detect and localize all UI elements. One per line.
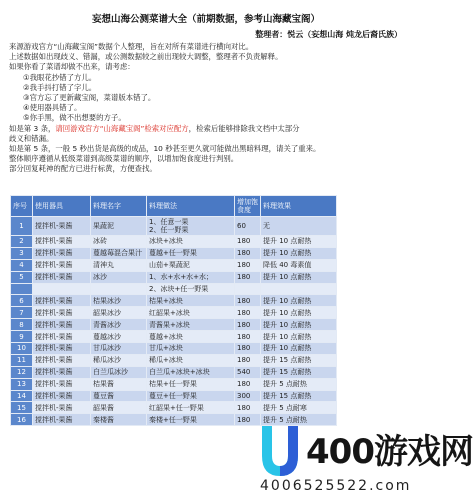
table-cell: 稀瓜冰沙 (91, 354, 147, 366)
table-cell: 180 (235, 259, 261, 271)
table-cell: 1、水+水+水+水； (147, 271, 235, 283)
table-cell: 提升 10 点耐热 (261, 331, 337, 343)
u-shaped-logo-icon (258, 422, 302, 478)
table-cell: 甘瓜冰沙 (91, 343, 147, 355)
note-3-prefix: 如是第 3 条， (9, 123, 56, 133)
table-cell: 山茄+栗蔬泥 (147, 259, 235, 271)
table-cell: 提升 10 点耐热 (261, 343, 337, 355)
table-cell: 桔果酱 (91, 378, 147, 390)
table-row (11, 343, 337, 355)
reason-item: ③官方忘了更新藏宝阁，菜谱版本错了。 (23, 93, 156, 103)
table-cell: 180 (235, 295, 261, 307)
table-row (11, 366, 337, 378)
table-cell: 提升 15 点耐热 (261, 354, 337, 366)
table-cell: 无 (261, 217, 337, 236)
table-cell: 搅拌机-果酱 (33, 402, 91, 414)
table-cell: 清神丸 (91, 259, 147, 271)
reason-item: ⑤你手黑，做不出想要的方子。 (23, 113, 126, 123)
table-cell: 蔓越冰沙 (91, 331, 147, 343)
table-cell: 180 (235, 307, 261, 319)
table-cell: 青酱冰沙 (91, 319, 147, 331)
table-cell: 4 (11, 259, 33, 271)
table-cell: 白兰瓜冰沙 (91, 366, 147, 378)
intro-text (9, 42, 405, 175)
table-cell: 180 (235, 271, 261, 283)
table-cell: 桔果+冰块 (147, 295, 235, 307)
reason-item: ①我眼花抄错了方儿。 (23, 72, 97, 82)
table-row (11, 259, 337, 271)
table-cell: 冰块+冰块 (147, 236, 235, 248)
table-cell: 540 (235, 366, 261, 378)
table-row (11, 319, 337, 331)
note-3-suffix: ，检索后能够排除我文档中太部分 (188, 123, 300, 133)
column-header: 增加饱食度 (235, 196, 261, 217)
note-3-continued: 歧义和错漏。 (9, 133, 54, 143)
table-cell: 搅拌机-果酱 (33, 295, 91, 307)
table-cell: 180 (235, 236, 261, 248)
table-cell: 12 (11, 366, 33, 378)
table-header-row (11, 196, 337, 217)
table-row (11, 247, 337, 259)
table-cell: 180 (235, 414, 261, 426)
table-cell (261, 283, 337, 295)
page-title: 妄想山海公测菜谱大全（前期数据，参考山海藏宝阁） (91, 14, 320, 25)
table-cell: 180 (235, 402, 261, 414)
table-cell: 韶果酱 (91, 402, 147, 414)
table-cell: 提升 5 点耐热 (261, 414, 337, 426)
table-cell: 搅拌机-果酱 (33, 390, 91, 402)
table-cell: 桔果冰沙 (91, 295, 147, 307)
table-cell: 搅拌机-果酱 (33, 271, 91, 283)
table-cell: 提升 15 点耐热 (261, 390, 337, 402)
table-row (11, 378, 337, 390)
table-cell: 甘瓜+冰块 (147, 343, 235, 355)
table-cell: 搅拌机-果酱 (33, 354, 91, 366)
table-cell (91, 283, 147, 295)
column-header: 料理名字 (91, 196, 147, 217)
table-cell: 10 (11, 343, 33, 355)
table-cell: 180 (235, 247, 261, 259)
table-row (11, 295, 337, 307)
table-cell: 1 (11, 217, 33, 236)
table-cell: 60 (235, 217, 261, 236)
table-row (11, 217, 337, 236)
watermark-number: 4006525522.com (260, 478, 412, 494)
table-row (11, 283, 337, 295)
table-cell: 冰沙 (91, 271, 147, 283)
watermark-brand: 400游戏网 (306, 432, 473, 472)
table-row (11, 390, 337, 402)
table-cell: 秦楼酱 (91, 414, 147, 426)
reason-item: ②我手抖打错了字儿。 (23, 82, 97, 92)
table-cell: 搅拌机-果酱 (33, 319, 91, 331)
intro-line: 上述数据如出现歧义、错漏，或公测数据较之前出现较大调整，整理者不负责解释。 (9, 52, 283, 62)
table-cell: 蔓豆+任一野果 (147, 390, 235, 402)
table-cell: 14 (11, 390, 33, 402)
table-row (11, 354, 337, 366)
table-row (11, 331, 337, 343)
table-cell (33, 283, 91, 295)
table-cell: 冰砖 (91, 236, 147, 248)
table-cell: 提升 10 点耐热 (261, 307, 337, 319)
table-cell: 9 (11, 331, 33, 343)
table-cell: 秦楼+任一野果 (147, 414, 235, 426)
table-cell: 蔓越+任一野果 (147, 247, 235, 259)
table-cell: 降低 40 毒素值 (261, 259, 337, 271)
table-cell: 180 (235, 331, 261, 343)
reason-item: ④使用器具错了。 (23, 103, 82, 113)
table-row (11, 402, 337, 414)
table-cell: 红韶果+任一野果 (147, 402, 235, 414)
table-cell: 8 (11, 319, 33, 331)
table-cell: 桔果+任一野果 (147, 378, 235, 390)
table-cell: 提升 10 点耐热 (261, 271, 337, 283)
table-cell: 15 (11, 402, 33, 414)
table-cell (235, 283, 261, 295)
table-cell: 搅拌机-果酱 (33, 366, 91, 378)
table-row (11, 271, 337, 283)
table-cell: 提升 10 点耐热 (261, 236, 337, 248)
organizer-line: 整理者：悦云（妄想山海 炖龙后裔氏族） (255, 30, 402, 39)
table-cell: 180 (235, 378, 261, 390)
table-cell: 搅拌机-果酱 (33, 217, 91, 236)
column-header: 序号 (11, 196, 33, 217)
table-cell: 韶果冰沙 (91, 307, 147, 319)
table-cell: 稀瓜+冰块 (147, 354, 235, 366)
column-header: 料理效果 (261, 196, 337, 217)
table-row (11, 307, 337, 319)
note-3 (9, 124, 405, 134)
table-cell: 果蔬泥 (91, 217, 147, 236)
table-cell: 7 (11, 307, 33, 319)
table-cell: 搅拌机-果酱 (33, 236, 91, 248)
intro-line: 来源游戏官方“山海藏宝阁”数据个人整理，旨在对所有菜谱进行横向对比。 (9, 42, 254, 51)
table-cell (11, 283, 33, 295)
table-cell: 13 (11, 378, 33, 390)
watermark-logo (258, 420, 473, 496)
table-cell: 提升 10 点耐热 (261, 295, 337, 307)
table-cell: 180 (235, 319, 261, 331)
table-cell: 300 (235, 390, 261, 402)
table-cell: 搅拌机-果酱 (33, 331, 91, 343)
table-cell: 3 (11, 247, 33, 259)
table-cell: 1、任意一果 2、任一野果 (147, 217, 235, 236)
table-cell: 搅拌机-果酱 (33, 247, 91, 259)
intro-line: 如果你看了菜谱却做不出来，请考虑： (9, 62, 135, 72)
table-cell: 16 (11, 414, 33, 426)
table-cell: 提升 15 点耐热 (261, 366, 337, 378)
tail-line: 整体顺序遵循从低级菜谱到高级菜谱的顺序，以增加饱食度进行判别。 (9, 154, 239, 164)
recipe-table-body (11, 217, 337, 426)
table-cell: 搅拌机-果酱 (33, 307, 91, 319)
treasure-pavilion-link[interactable]: 请回游戏官方“山海藏宝阁”检索对应配方 (55, 123, 189, 133)
table-cell: 180 (235, 354, 261, 366)
tail-line: 如是第 5 条，一般 5 秒出货是高级的成品，10 秒甚至更久就可能做出黑暗料理，请关了重来。 (9, 144, 321, 154)
table-cell: 6 (11, 295, 33, 307)
table-cell: 2 (11, 236, 33, 248)
table-cell: 搅拌机-果酱 (33, 259, 91, 271)
table-cell: 提升 5 点耐热 (261, 378, 337, 390)
table-cell: 搅拌机-果酱 (33, 378, 91, 390)
table-cell: 蔓豆酱 (91, 390, 147, 402)
table-cell: 5 (11, 271, 33, 283)
table-cell: 2、冰块+任一野果 (147, 283, 235, 295)
table-cell: 提升 5 点耐寒 (261, 402, 337, 414)
table-cell: 蔓越莓混合果汁 (91, 247, 147, 259)
table-cell: 11 (11, 354, 33, 366)
table-cell: 红韶果+冰块 (147, 307, 235, 319)
table-cell: 青酱果+冰块 (147, 319, 235, 331)
table-cell: 白兰瓜+冰块+冰块 (147, 366, 235, 378)
tail-line: 部分回复耗神的配方已进行标黄，方便查找。 (9, 164, 157, 174)
table-row (11, 236, 337, 248)
table-cell: 提升 10 点耐热 (261, 247, 337, 259)
column-header: 使用器具 (33, 196, 91, 217)
recipe-table (10, 195, 337, 426)
table-cell: 180 (235, 343, 261, 355)
column-header: 料理做法 (147, 196, 235, 217)
table-cell: 蔓越+冰块 (147, 331, 235, 343)
table-cell: 搅拌机-果酱 (33, 414, 91, 426)
table-cell: 搅拌机-果酱 (33, 343, 91, 355)
table-cell: 提升 10 点耐热 (261, 319, 337, 331)
